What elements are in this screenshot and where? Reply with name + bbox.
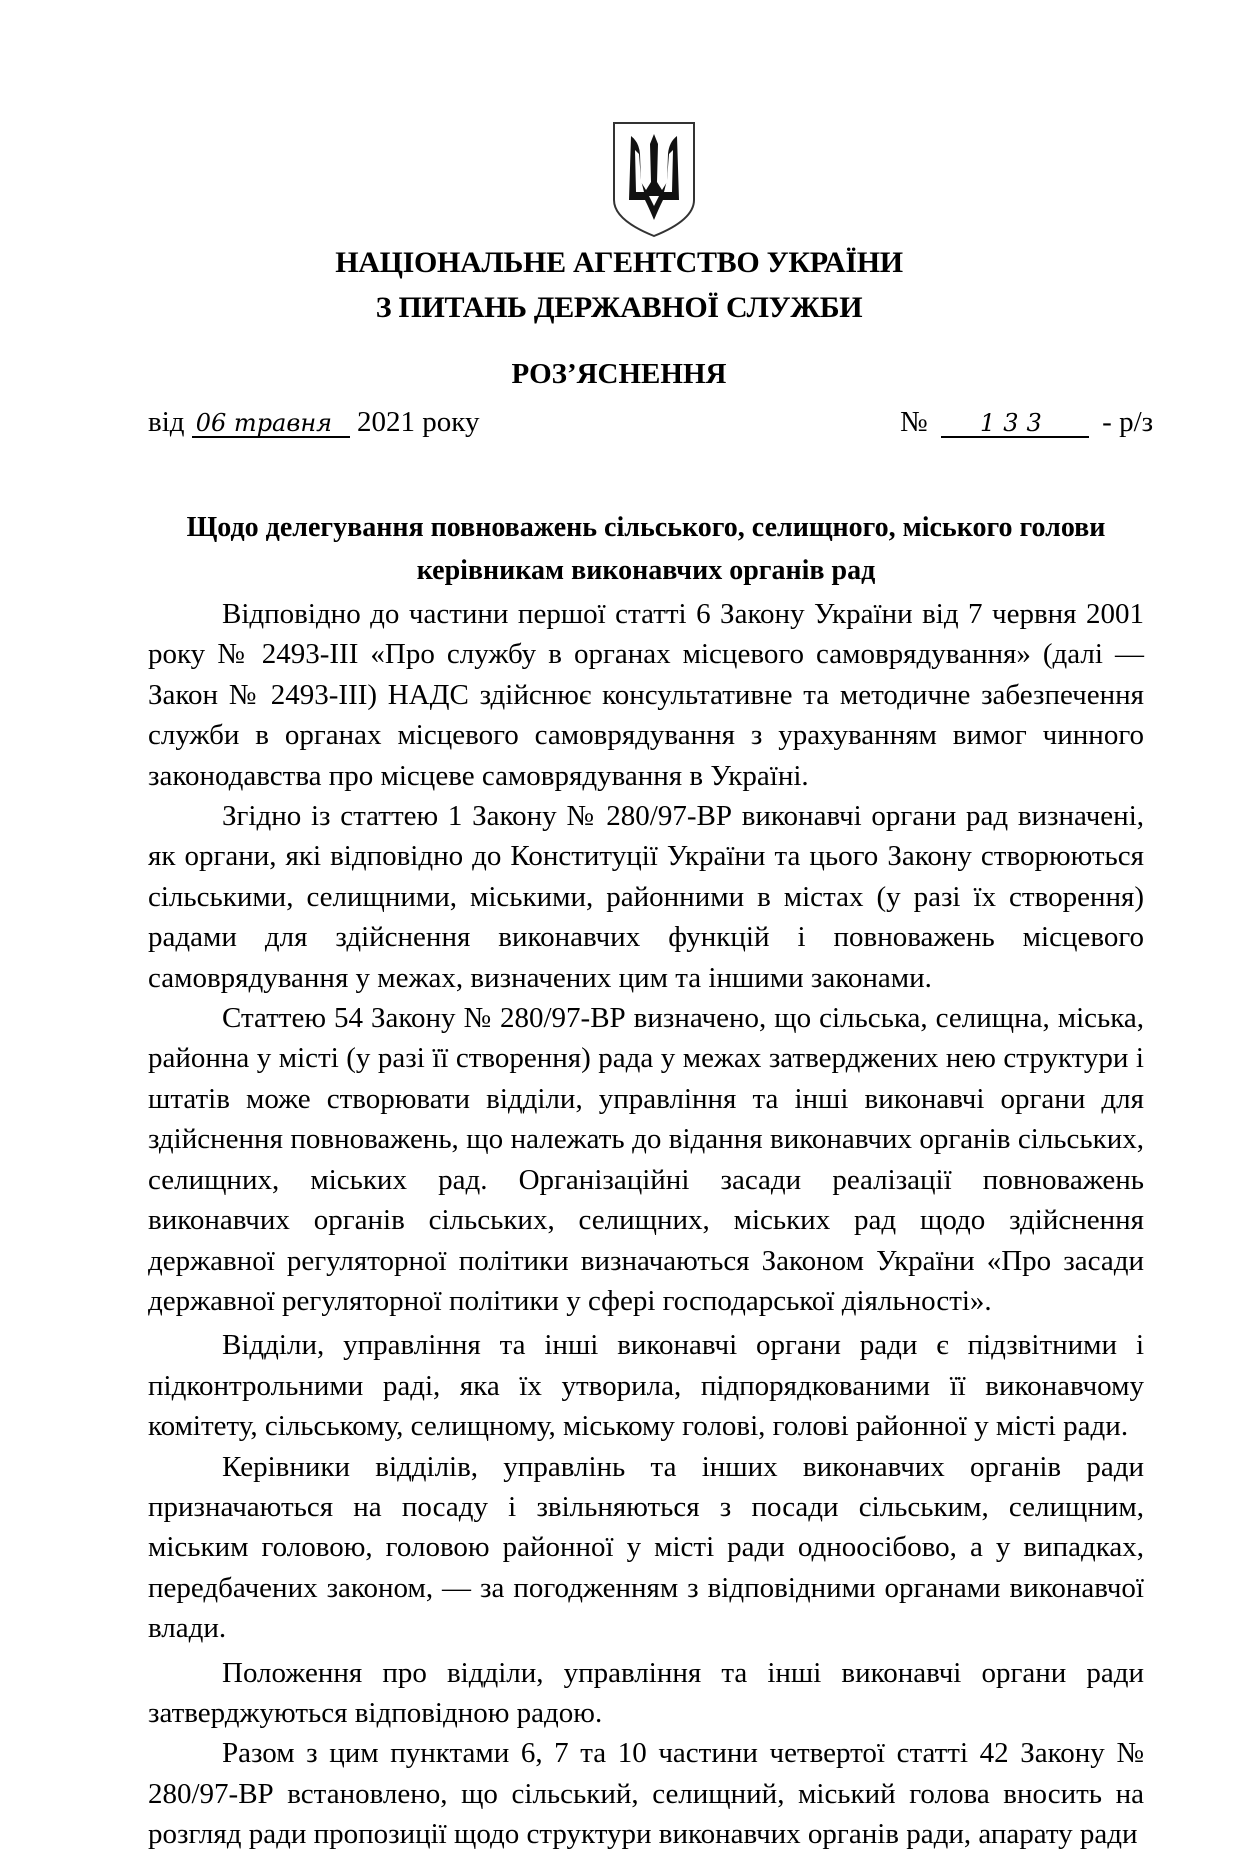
paragraph: Разом з цим пунктами 6, 7 та 10 частини четвертої статті 42 Закону № 280/97-ВР встановлено, що сільський, селищний, міський голова вносить на розгляд ради пропозиції щодо структури виконавчих органів ради, апарату ради xyxy=(148,1737,1144,1851)
paragraph: Положення про відділи, управління та інші виконавчі органи ради затверджуються відповідною радою. xyxy=(148,1656,1144,1729)
trident-coat-of-arms-icon xyxy=(611,120,697,238)
agency-name-line2: З ПИТАНЬ ДЕРЖАВНОЇ СЛУЖБИ xyxy=(375,291,863,324)
paragraph: Згідно із статтею 1 Закону № 280/97-ВР виконавчі органи рад визначені, як органи, які відповідно до Конституції України та цього Закону створюються сільськими, селищними, міськими, районними в містах (у разі їх створення) радами для здійснення виконавчих функцій і повноважень місцевого самоврядування у межах, визначених цим та іншими законами. xyxy=(148,800,1144,994)
subject-heading xyxy=(148,506,1144,592)
handwritten-number: 133 xyxy=(941,410,1089,438)
subject-line2: керівникам виконавчих органів рад xyxy=(416,555,876,586)
document-number xyxy=(900,406,1153,439)
date-suffix: 2021 року xyxy=(357,406,480,438)
document-type-title: РОЗ’ЯСНЕННЯ xyxy=(511,358,727,390)
document-date xyxy=(148,406,479,439)
number-prefix: № xyxy=(900,406,928,438)
paragraph: Відділи, управління та інші виконавчі органи ради є підзвітними і підконтрольними раді, яка їх утворила, підпорядкованими її виконавчому комітету, сільському, селищному, міському голові, голові районної у місті ради. xyxy=(148,1329,1144,1443)
agency-name-line1: НАЦІОНАЛЬНЕ АГЕНТСТВО УКРАЇНИ xyxy=(335,246,903,279)
subject-line1: Щодо делегування повноважень сільського, селищного, міського голови xyxy=(186,512,1106,543)
paragraph: Керівники відділів, управлінь та інших виконавчих органів ради призначаються на посаду і звільняються з посади сільським, селищним, міським головою, головою районної у місті ради одноосібово, а у випадках, передбачених законом, — за погодженням з відповідними органами виконавчої влади. xyxy=(148,1450,1144,1645)
number-suffix: - р/з xyxy=(1102,406,1154,438)
document-body xyxy=(148,594,1144,1855)
paragraph: Статтею 54 Закону № 280/97-ВР визначено, що сільська, селищна, міська, районна у місті (у разі її створення) рада у межах затверджених нею структури і штатів може створювати відділи, управління та інші виконавчі органи для здійснення повноважень, що належать до відання виконавчих органів сільських, селищних, міських рад. Організаційні засади реалізації повноважень виконавчих органів сільських, селищних, міських рад щодо здійснення державної регуляторної політики визначаються Законом України «Про засади державної регуляторної політики у сфері господарської діяльності». xyxy=(148,1002,1144,1317)
paragraph: Відповідно до частини першої статті 6 Закону України від 7 червня 2001 року № 2493-ІІІ «Про службу в органах місцевого самоврядування» (далі — Закон № 2493-ІІІ) НАДС здійснює консультативне та методичне забезпечення служби в органах місцевого самоврядування з урахуванням вимог чинного законодавства про місцеве самоврядування в Україні. xyxy=(148,598,1144,792)
handwritten-date: 06 травня xyxy=(192,410,350,438)
date-prefix: від xyxy=(148,406,185,438)
